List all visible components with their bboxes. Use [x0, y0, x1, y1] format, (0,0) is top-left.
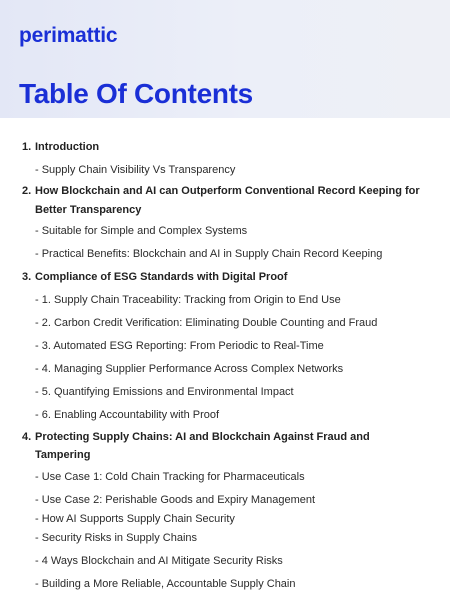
toc-subitem[interactable]: - 6. Enabling Accountability with Proof — [35, 409, 220, 421]
toc-subitem[interactable]: - Use Case 1: Cold Chain Tracking for Pharmaceuticals — [35, 471, 305, 483]
toc-subitem[interactable]: - 3. Automated ESG Reporting: From Periodic to Real-Time — [35, 340, 324, 352]
section-title: Protecting Supply Chains: AI and Blockchain Against Fraud and — [35, 431, 370, 443]
toc-subitem[interactable]: - 4. Managing Supplier Performance Across Complex Networks — [35, 363, 344, 375]
toc-subitem[interactable]: - Supply Chain Visibility Vs Transparency — [35, 164, 236, 176]
page-header — [0, 0, 450, 118]
section-number: 3. — [22, 271, 32, 283]
section-title: How Blockchain and AI can Outperform Conventional Record Keeping for — [35, 185, 420, 197]
toc-subitem[interactable]: - Use Case 2: Perishable Goods and Expiry Management — [35, 494, 316, 506]
section-title-continuation[interactable]: Better Transparency — [35, 204, 142, 216]
toc-section-3[interactable] — [22, 269, 287, 285]
toc-subitem[interactable]: - Building a More Reliable, Accountable Supply Chain — [35, 578, 296, 590]
toc-section-4[interactable] — [22, 429, 370, 445]
section-number: 2. — [22, 185, 32, 197]
toc-subitem[interactable]: - 2. Carbon Credit Verification: Eliminating Double Counting and Fraud — [35, 317, 378, 329]
brand-logo[interactable]: perimattic — [19, 24, 118, 47]
page-title: Table Of Contents — [19, 78, 253, 109]
section-number: 4. — [22, 431, 32, 443]
toc-section-1[interactable] — [22, 139, 99, 155]
toc-subitem[interactable]: - 4 Ways Blockchain and AI Mitigate Security Risks — [35, 555, 283, 567]
toc-subitem[interactable]: - Security Risks in Supply Chains — [35, 532, 198, 544]
section-title: Introduction — [35, 141, 100, 153]
section-title-continuation[interactable]: Tampering — [35, 449, 91, 461]
toc-subitem[interactable]: - 1. Supply Chain Traceability: Tracking from Origin to End Use — [35, 294, 341, 306]
section-number: 1. — [22, 141, 32, 153]
table-of-contents — [0, 118, 450, 608]
toc-subitem[interactable]: - 5. Quantifying Emissions and Environmental Impact — [35, 386, 294, 398]
toc-subitem[interactable]: - Practical Benefits: Blockchain and AI in Supply Chain Record Keeping — [35, 248, 383, 260]
toc-section-2[interactable] — [22, 183, 420, 199]
toc-subitem[interactable]: - How AI Supports Supply Chain Security — [35, 513, 235, 525]
toc-subitem[interactable]: - Suitable for Simple and Complex Systems — [35, 225, 248, 237]
section-title: Compliance of ESG Standards with Digital Proof — [35, 271, 288, 283]
